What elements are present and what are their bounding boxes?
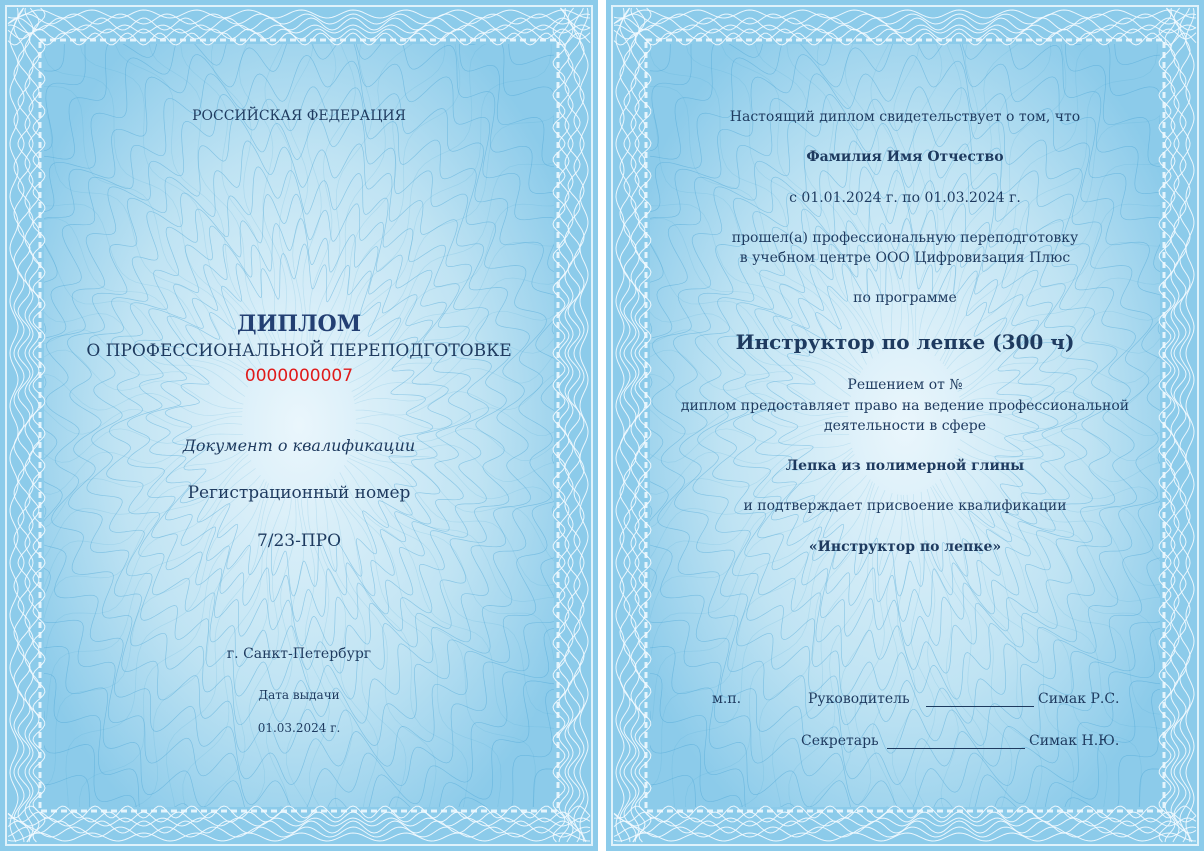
diploma-subtitle: О ПРОФЕССИОНАЛЬНОЙ ПЕРЕПОДГОТОВКЕ bbox=[86, 341, 512, 361]
secretary-label: Секретарь bbox=[801, 733, 879, 749]
decision-line: Решением от № bbox=[847, 377, 963, 393]
training-line-1: прошел(а) профессиональную переподготовку bbox=[731, 230, 1079, 246]
diploma-title: ДИПЛОМ bbox=[236, 311, 362, 337]
certify-line: Настоящий диплом свидетельствует о том, что bbox=[729, 109, 1081, 125]
secretary-signature-line bbox=[887, 738, 1025, 749]
issue-date: 01.03.2024 г. bbox=[257, 721, 341, 735]
director-label: Руководитель bbox=[808, 691, 910, 707]
graduate-name: Фамилия Имя Отчество bbox=[806, 149, 1004, 165]
program-name: Инструктор по лепке (300 ч) bbox=[735, 330, 1075, 354]
rights-line-1: диплом предоставляет право на ведение профессиональной bbox=[680, 398, 1130, 414]
secretary-name: Симак Н.Ю. bbox=[1029, 733, 1120, 749]
registration-number: 7/23-ПРО bbox=[256, 531, 342, 551]
issue-date-label: Дата выдачи bbox=[258, 688, 340, 702]
country-label: РОССИЙСКАЯ ФЕДЕРАЦИЯ bbox=[192, 108, 406, 124]
professional-sphere: Лепка из полимерной глины bbox=[785, 458, 1025, 474]
confirm-line: и подтверждает присвоение квалификации bbox=[743, 498, 1067, 514]
study-period: с 01.01.2024 г. по 01.03.2024 г. bbox=[789, 190, 1021, 206]
registration-label: Регистрационный номер bbox=[187, 483, 411, 503]
serial-number: 0000000007 bbox=[244, 366, 354, 386]
document-type: Документ о квалификации bbox=[182, 436, 416, 455]
program-label: по программе bbox=[853, 290, 957, 306]
rights-line-2: деятельности в сфере bbox=[823, 418, 987, 434]
diploma-right-page bbox=[606, 0, 1204, 851]
diploma-left-page bbox=[0, 0, 598, 851]
qualification-name: «Инструктор по лепке» bbox=[808, 539, 1002, 555]
training-line-2: в учебном центре ООО Цифровизация Плюс bbox=[739, 250, 1071, 266]
director-name: Симак Р.С. bbox=[1038, 691, 1120, 707]
seal-label: м.п. bbox=[712, 691, 742, 707]
city: г. Санкт-Петербург bbox=[226, 646, 372, 662]
director-signature-line bbox=[926, 696, 1034, 707]
